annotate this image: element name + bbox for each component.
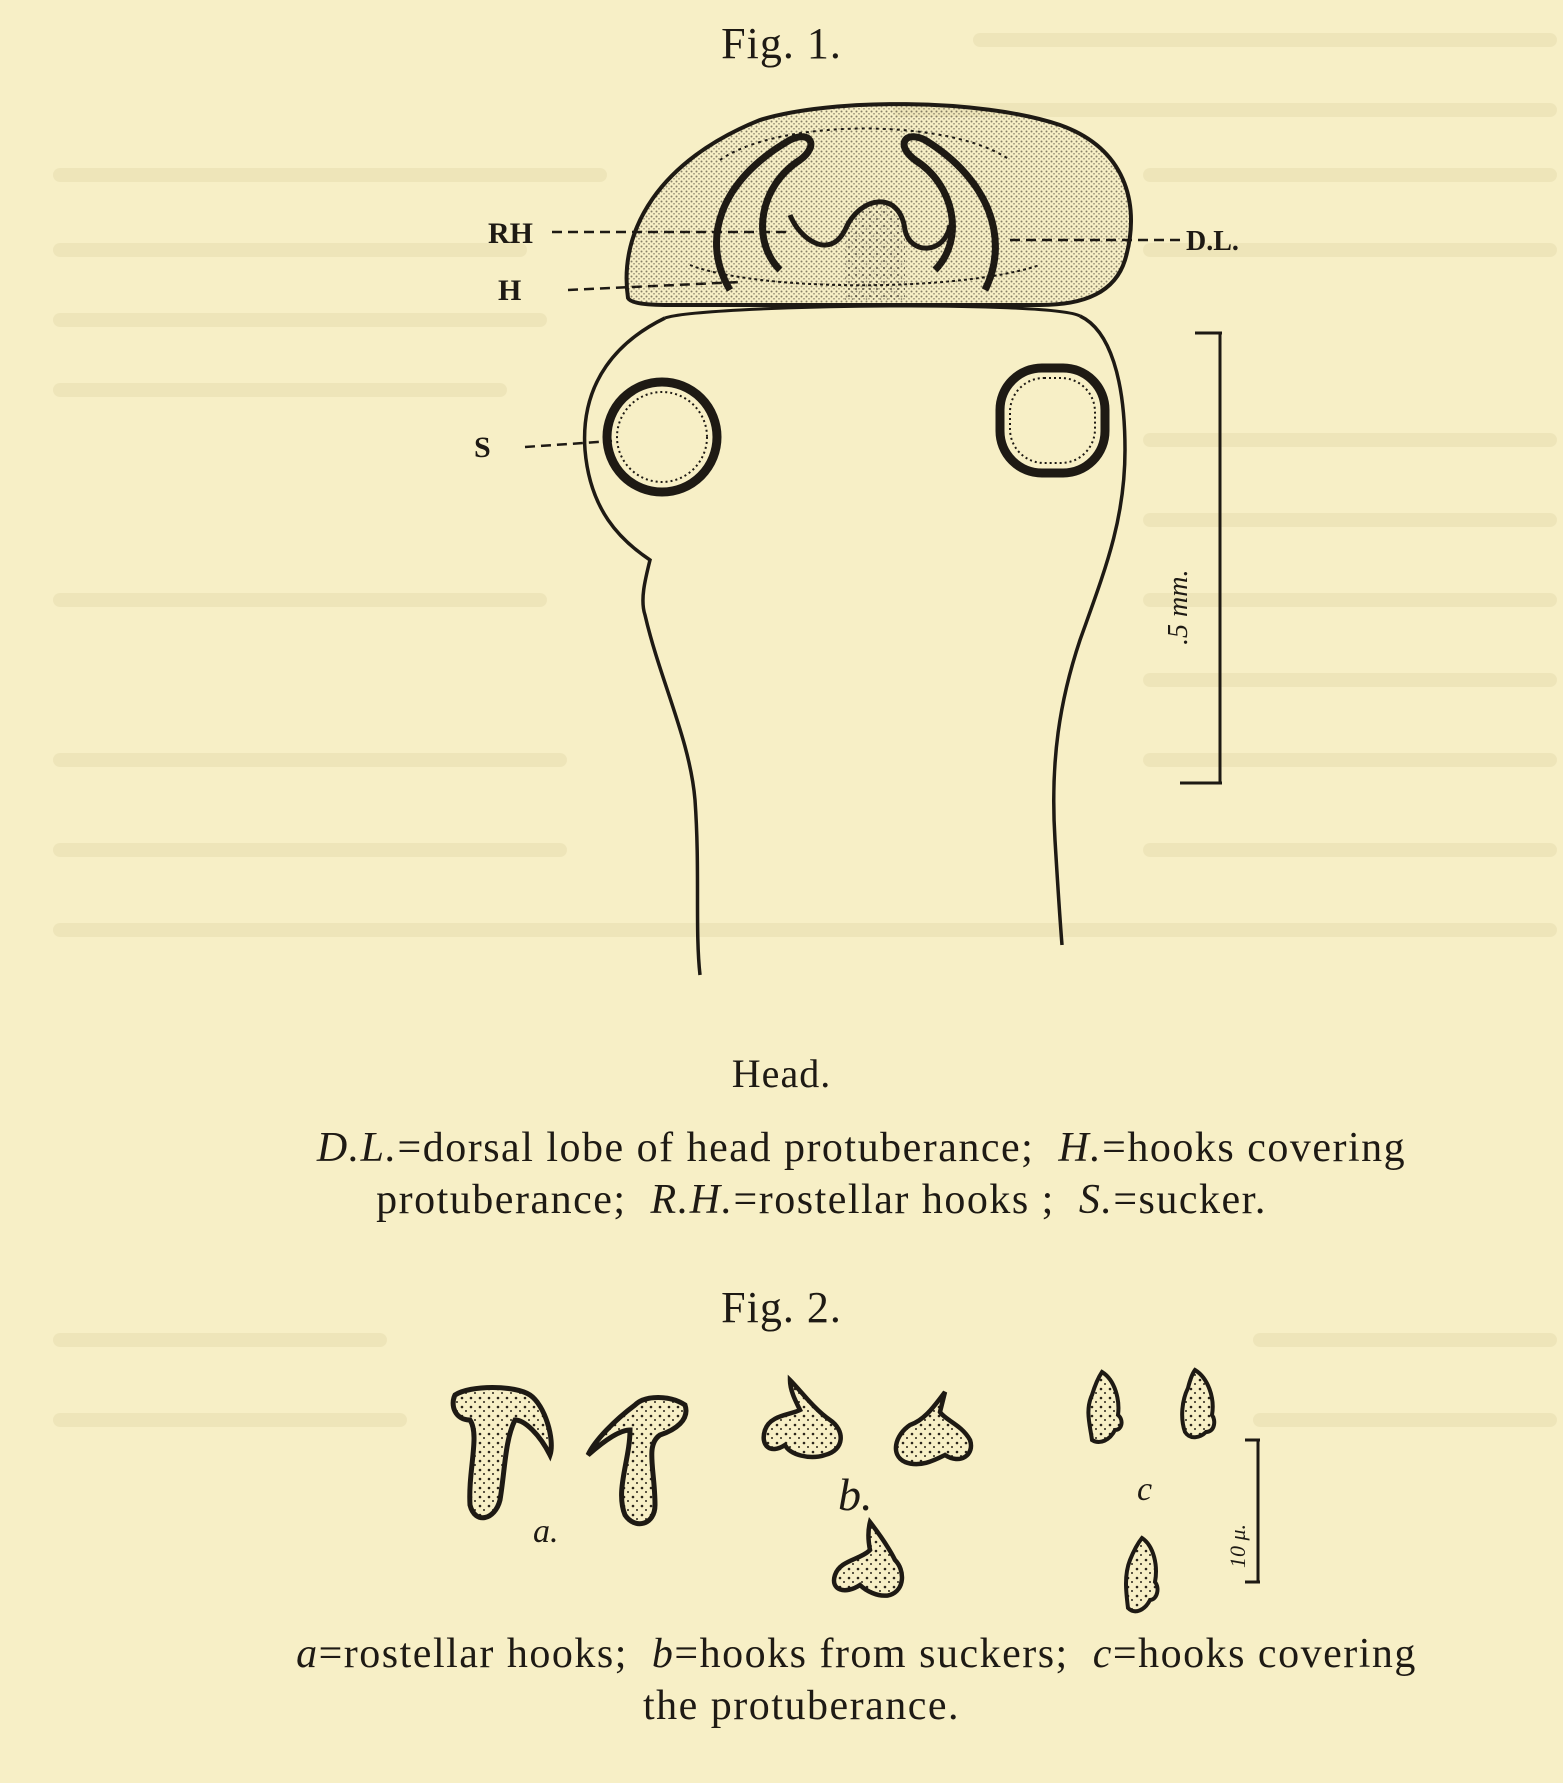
label-dorsal-lobe: D.L. (1186, 226, 1239, 257)
label-c: c (1137, 1471, 1153, 1508)
legend-abbr: a (296, 1631, 319, 1677)
rostellar-hook-a-1 (453, 1388, 551, 1518)
legend-text: protuberance; (376, 1177, 627, 1223)
legend-text: =rostellar hooks; (318, 1631, 628, 1677)
sucker-hook-b-3 (834, 1522, 902, 1596)
legend-text: =hooks covering (1102, 1125, 1407, 1171)
figure-2-legend (0, 1628, 1563, 1732)
figure-1-title: Fig. 1. (721, 19, 842, 68)
label-scale-fig2: 10 μ. (1225, 1523, 1250, 1568)
figure-2-legend-line-1 (0, 1628, 1563, 1680)
label-b: b. (838, 1469, 873, 1520)
sucker-hook-b-2 (896, 1392, 971, 1464)
label-rostellar-hooks: RH (488, 217, 533, 250)
legend-text: the protuberance. (642, 1683, 961, 1729)
legend-text: =rostellar hooks ; (733, 1177, 1055, 1223)
legend-abbr: b (651, 1631, 675, 1677)
label-hooks: H (498, 274, 522, 307)
legend-abbr: H. (1058, 1125, 1103, 1171)
legend-text: =sucker. (1113, 1177, 1267, 1223)
rostellar-hook-a-2 (588, 1398, 686, 1524)
protuberance-hook-c-3 (1126, 1538, 1157, 1611)
legend-text: =dorsal lobe of head protuberance; (397, 1125, 1035, 1171)
protuberance-hook-c-2 (1182, 1370, 1214, 1437)
sucker-hook-b-1 (764, 1380, 841, 1457)
figure-2-title: Fig. 2. (721, 1283, 842, 1332)
legend-abbr: S. (1078, 1177, 1114, 1223)
protuberance-hook-c-1 (1088, 1372, 1121, 1442)
legend-text: =hooks covering (1112, 1631, 1417, 1677)
label-sucker: S (474, 431, 491, 464)
legend-abbr: D.L. (316, 1125, 398, 1171)
legend-abbr: R.H. (650, 1177, 734, 1223)
figure-1-subcaption: Head. (731, 1051, 832, 1096)
label-scale-fig1: .5 mm. (1163, 569, 1194, 645)
figure-2-legend-line-2 (0, 1680, 1563, 1732)
label-a: a. (533, 1513, 559, 1550)
legend-text: =hooks from suckers; (674, 1631, 1069, 1677)
legend-abbr: c (1092, 1631, 1113, 1677)
